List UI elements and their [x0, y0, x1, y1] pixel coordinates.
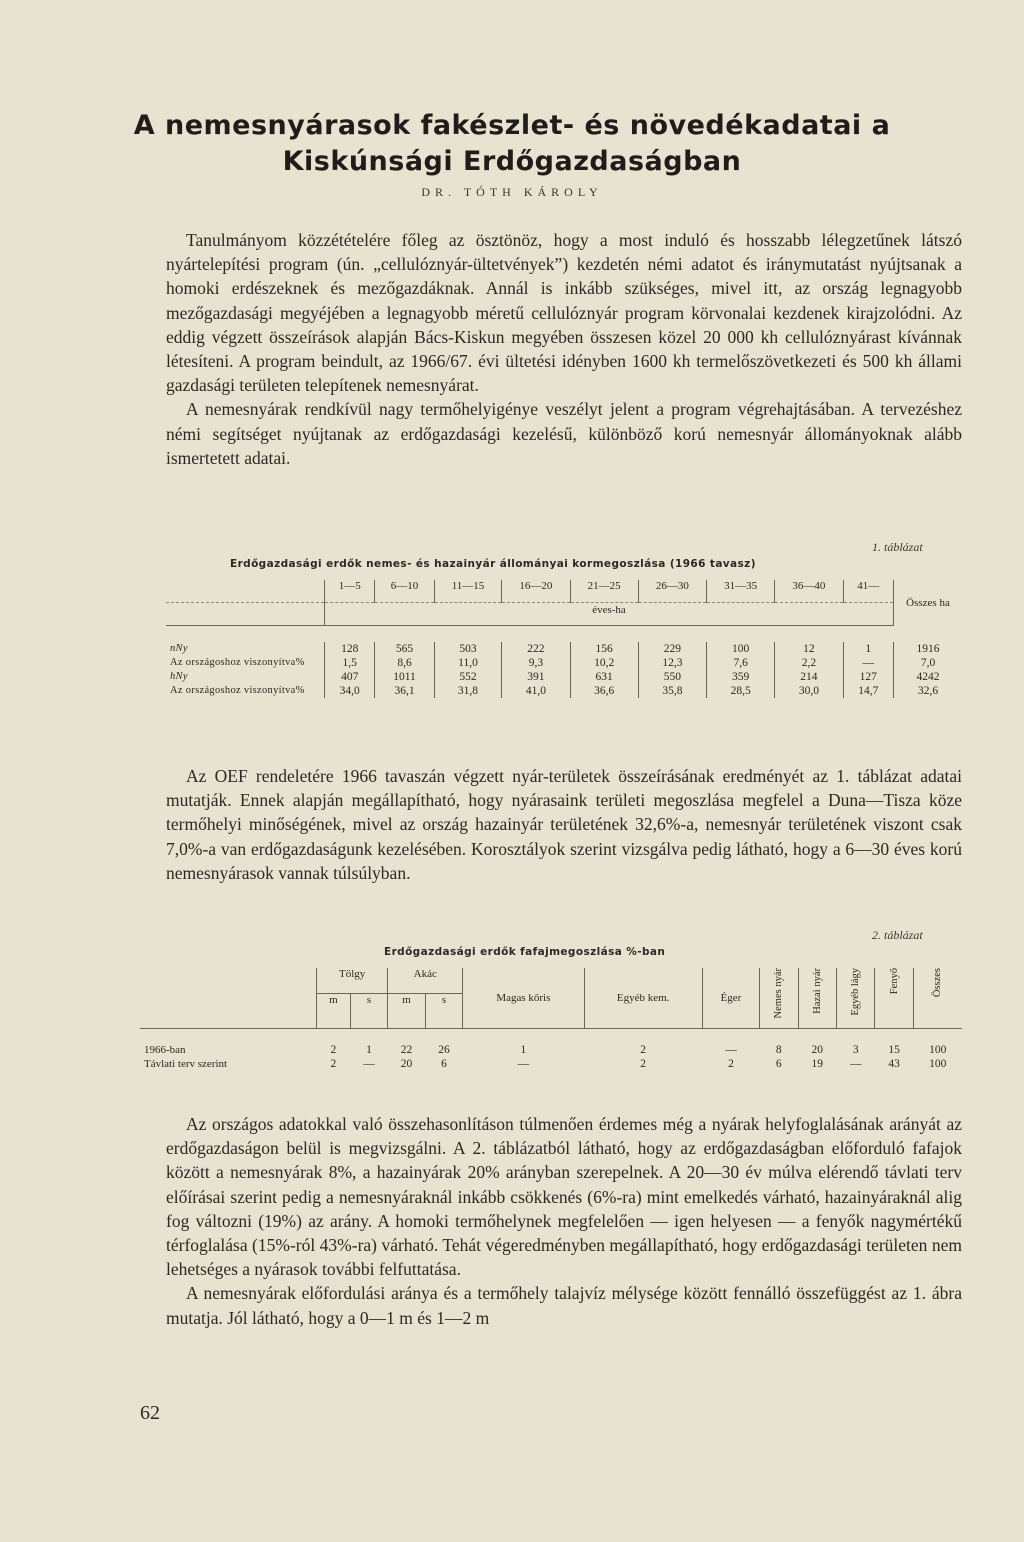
table2-group-header: Akác	[388, 968, 463, 994]
table2-sub-header: m	[317, 994, 351, 1029]
table1-col-header: 26—30	[638, 580, 706, 603]
table-species-distribution	[140, 968, 962, 1071]
table1-col-header: 11—15	[434, 580, 502, 603]
table2-vertical-header: Fenyő	[888, 968, 900, 995]
table2-col-header: Egyéb kem.	[584, 968, 702, 1029]
table2-col-header: Magas kőris	[463, 968, 584, 1029]
middle-paragraph-1: Az OEF rendeletére 1966 tavaszán végzett nyár-területek összeírásának eredményét az 1. táblázat adatai mutatják. Ennek alapján megállapítható, hogy nyárasaink területi megoszlása megfelel a Duna—Tisza köze termőhelyi minőségének, mivel az ország hazainyár területének 32,6%-a, nemesnyár területének viszont csak 7,0%-a van erdőgazdaságunk kezelésében. Korosztályok szerint vizsgálva pedig látható, hogy a 6—30 éves korú nemesnyárasok vannak túlsúlyban.	[166, 766, 962, 883]
table2-group-header: Tölgy	[317, 968, 388, 994]
table1-col-header: 6—10	[375, 580, 434, 603]
table-row: Az országoshoz viszonyítva% 34,0 36,1 31,8 41,0 36,6 35,8 28,5 30,0 14,7 32,6	[166, 684, 962, 698]
table2-sub-header: s	[425, 994, 462, 1029]
table2-vertical-header: Egyéb lágy	[850, 968, 862, 1016]
table1-number: 1. táblázat	[872, 540, 923, 554]
table-row: Távlati terv szerint 2 — 20 6 — 2 2 6 19 — 43 100	[144, 1058, 947, 1070]
article-title	[100, 108, 924, 180]
title-line-1: A nemesnyárasok fakészlet- és növedékadatai a	[133, 110, 891, 141]
table-row: 1966-ban 2 1 22 26 1 2 — 8 20 3 15 100	[144, 1044, 947, 1056]
table1-total-header: Összes ha	[894, 580, 963, 626]
table1-col-header: 31—35	[707, 580, 775, 603]
table-row: hNy 407 1011 552 391 631 550 359 214 127 4242	[166, 670, 962, 684]
closing-paragraph-1: Az országos adatokkal való összehasonlításon túlmenően érdemes még a nyárak helyfoglalásának arányát az erdőgazdaságon belül is megvizsgálni. A 2. táblázatból látható, hogy az erdőgazdaságban előforduló fafajok között a nemesnyárak 8%, a hazainyárak 20% arányban szerepelnek. A 20—30 év múlva elérendő távlati terv előírásai szerint pedig a nemesnyáraknál inkább csökkenés (6%-ra) mint emelkedés várható, hazainyáraknál alig fog változni (19%) az arány. A homoki termőhelynek megfelelően — igen helyesen — a fenyők nagymértékű térfoglalása (15%-ról 43%-ra) várható. Tehát végeredményben megállapítható, hogy erdőgazdasági területen nem lehetséges a nyárasok további felfuttatása.	[166, 1114, 962, 1280]
table1-unit-label: éves-ha	[325, 603, 894, 626]
table1-col-header: 41—	[843, 580, 893, 603]
table2-vertical-header: Nemes nyár	[773, 968, 785, 1019]
author-name: DR. TÓTH KÁROLY	[421, 185, 603, 199]
middle-section	[166, 764, 962, 885]
table2-vertical-header: Összes	[932, 968, 944, 998]
table1-col-header: 36—40	[775, 580, 843, 603]
intro-paragraph-1: Tanulmányom közzétételére főleg az ösztönöz, hogy a most induló és hosszabb lélegzetűnek látszó nyártelepítési program (ún. „cellulóznyár-ültetvények”) kezdetén némi adatot és iránymutatást nyújtsanak a homoki erdészeknek és mezőgazdáknak. Annál is inkább szükséges, mivel itt, az ország legnagyobb mezőgazdasági megyéjében a legnagyobb méretű cellulóznyár program körvonalai kezdenek kirajzolódni. Az eddig végzett összeírások alapján Bács-Kiskun megyében összesen közel 20 000 kh cellulóznyárast kívánnak létesíteni. A program beindult, az 1966/67. évi ültetési idényben 1600 kh termelőszövetkezeti és 500 kh állami gazdasági területen telepítenek nemesnyárat.	[166, 230, 962, 396]
table1-col-header: 16—20	[502, 580, 570, 603]
table-row: Az országoshoz viszonyítva% 1,5 8,6 11,0 9,3 10,2 12,3 7,6 2,2 — 7,0	[166, 656, 962, 670]
table2-caption: Erdőgazdasági erdők fafajmegoszlása %-ban	[384, 946, 666, 958]
page-number: 62	[140, 1402, 160, 1424]
table2-number: 2. táblázat	[872, 928, 923, 942]
table-row: nNy 128 565 503 222 156 229 100 12 1 1916	[166, 642, 962, 656]
title-line-2: Kiskúnsági Erdőgazdaságban	[282, 146, 742, 177]
table2-sub-header: s	[350, 994, 387, 1029]
table-age-distribution	[166, 580, 962, 698]
table1-corner	[166, 580, 325, 603]
table2-col-header: Éger	[702, 968, 759, 1029]
intro-paragraph-2: A nemesnyárak rendkívül nagy termőhelyigénye veszélyt jelent a program végrehajtásában. A tervezéshez némi segítséget nyújtanak az erdőgazdasági kezelésű, különböző korú nemesnyár állományoknak alább ismertetett adatai.	[166, 399, 962, 468]
table1-caption: Erdőgazdasági erdők nemes- és hazainyár állományai kormegoszlása (1966 tavasz)	[230, 558, 756, 570]
closing-paragraph-2: A nemesnyárak előfordulási aránya és a termőhely talajvíz mélysége között fennálló összefüggést az 1. ábra mutatja. Jól látható, hogy a 0—1 m és 1—2 m	[166, 1283, 962, 1328]
intro-section	[166, 228, 962, 470]
table2-sub-header: m	[388, 994, 425, 1029]
table2-vertical-header: Hazai nyár	[811, 968, 823, 1014]
closing-section	[166, 1112, 962, 1330]
table1-col-header: 21—25	[570, 580, 638, 603]
table1-col-header: 1—5	[325, 580, 375, 603]
